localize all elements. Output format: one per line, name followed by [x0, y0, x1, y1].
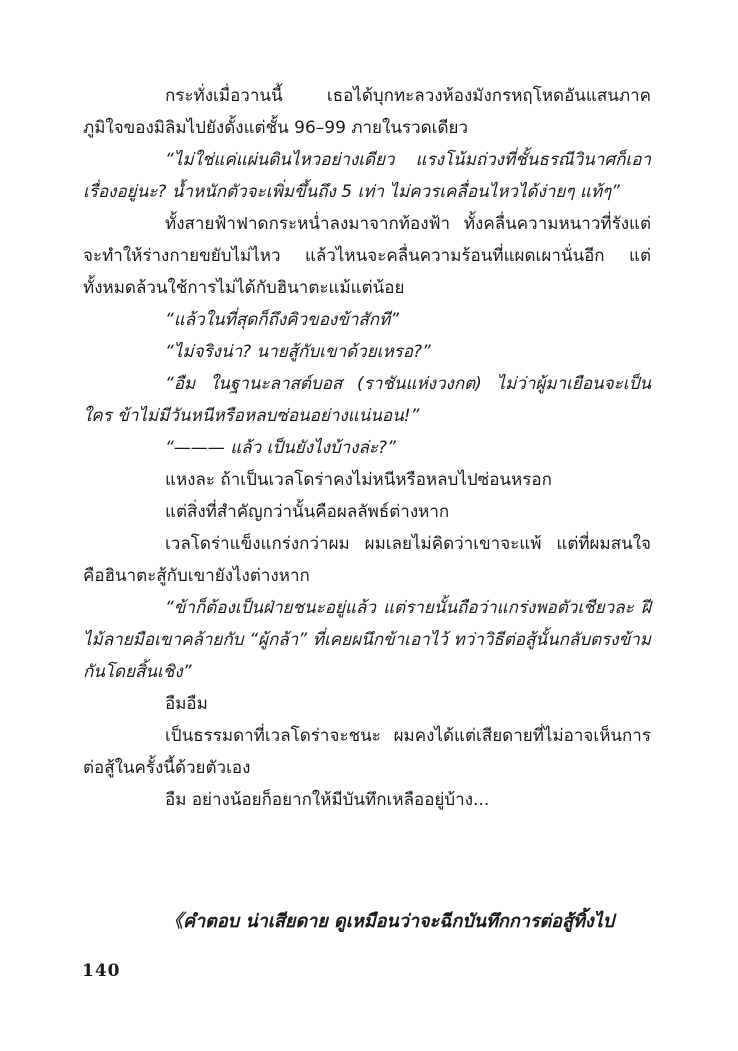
page-number: 140: [82, 961, 121, 981]
dialogue-paragraph: “ข้าก็ต้องเป็นฝ่ายชนะอยู่แล้ว แต่รายนั้นถือว่าแกร่งพอตัวเชียวละ ฝีไม้ลายมือเขาคล้ายกับ “ผู้กล้า” ที่เคยผนึกข้าเอาไว้ ทว่าวิธีต่อสู้นั้นกลับตรงข้ามกันโดยสิ้นเชิง”: [83, 598, 651, 682]
dialogue-paragraph: “ไม่จริงน่า? นายสู้กับเขาด้วยเหรอ?”: [165, 342, 431, 362]
body-text: [83, 80, 651, 816]
dialogue-paragraph: “——— แล้ว เป็นยังไงบ้างล่ะ?”: [165, 438, 396, 458]
paragraph: แหงละ ถ้าเป็นเวลโดร่าคงไม่หนีหรือหลบไปซ่อนหรอก: [165, 470, 552, 490]
paragraph: เป็นธรรมดาที่เวลโดร่าจะชนะ ผมคงได้แต่เสียดายที่ไม่อาจเห็นการต่อสู้ในครั้งนี้ด้วยตัวเอง: [83, 726, 651, 778]
dialogue-paragraph: “แล้วในที่สุดก็ถึงคิวของข้าสักที”: [165, 310, 400, 330]
paragraph: แต่สิ่งที่สำคัญกว่านั้นคือผลลัพธ์ต่างหาก: [165, 502, 450, 522]
paragraph: อืมอืม: [165, 694, 208, 714]
paragraph: ทั้งสายฟ้าฟาดกระหน่ำลงมาจากท้องฟ้า ทั้งคลื่นความหนาวที่รังแต่จะทำให้ร่างกายขยับไม่ไหว แล้วไหนจะคลื่นความร้อนที่แผดเผานั่นอีก แต่ทั้งหมดล้วนใช้การไม่ได้กับฮินาตะแม้แต่น้อย: [83, 214, 651, 298]
dialogue-paragraph: “อืม ในฐานะลาสต์บอส (ราชันแห่งวงกต) ไม่ว่าผู้มาเยือนจะเป็นใคร ข้าไม่มีวันหนีหรือหลบซ่อนอย่างแน่นอน!”: [83, 374, 651, 426]
paragraph: เวลโดร่าแข็งแกร่งกว่าผม ผมเลยไม่คิดว่าเขาจะแพ้ แต่ที่ผมสนใจคือฮินาตะสู้กับเขายังไงต่างหาก: [83, 534, 651, 586]
paragraph: กระทั่งเมื่อวานนี้ เธอได้บุกทะลวงห้องมังกรหฤโหดอันแสนภาคภูมิใจของมิลิมไปยังดั้งแต่ชั้น 96–99 ภายในรวดเดียว: [83, 86, 651, 138]
system-answer-line: 《คำตอบ น่าเสียดาย ดูเหมือนว่าจะฉีกบันทึกการต่อสู้ทิ้งไป: [165, 911, 615, 932]
paragraph: อืม อย่างน้อยก็อยากให้มีบันทึกเหลืออยู่บ้าง...: [165, 790, 490, 810]
dialogue-paragraph: “ไม่ใช่แค่แผ่นดินไหวอย่างเดียว แรงโน้มถ่วงที่ชั้นธรณีวินาศก็เอาเรื่องอยู่นะ? น้ำหนักตัวจะเพิ่มขึ้นถึง 5 เท่า ไม่ควรเคลื่อนไหวได้ง่ายๆ แท้ๆ”: [83, 150, 651, 202]
